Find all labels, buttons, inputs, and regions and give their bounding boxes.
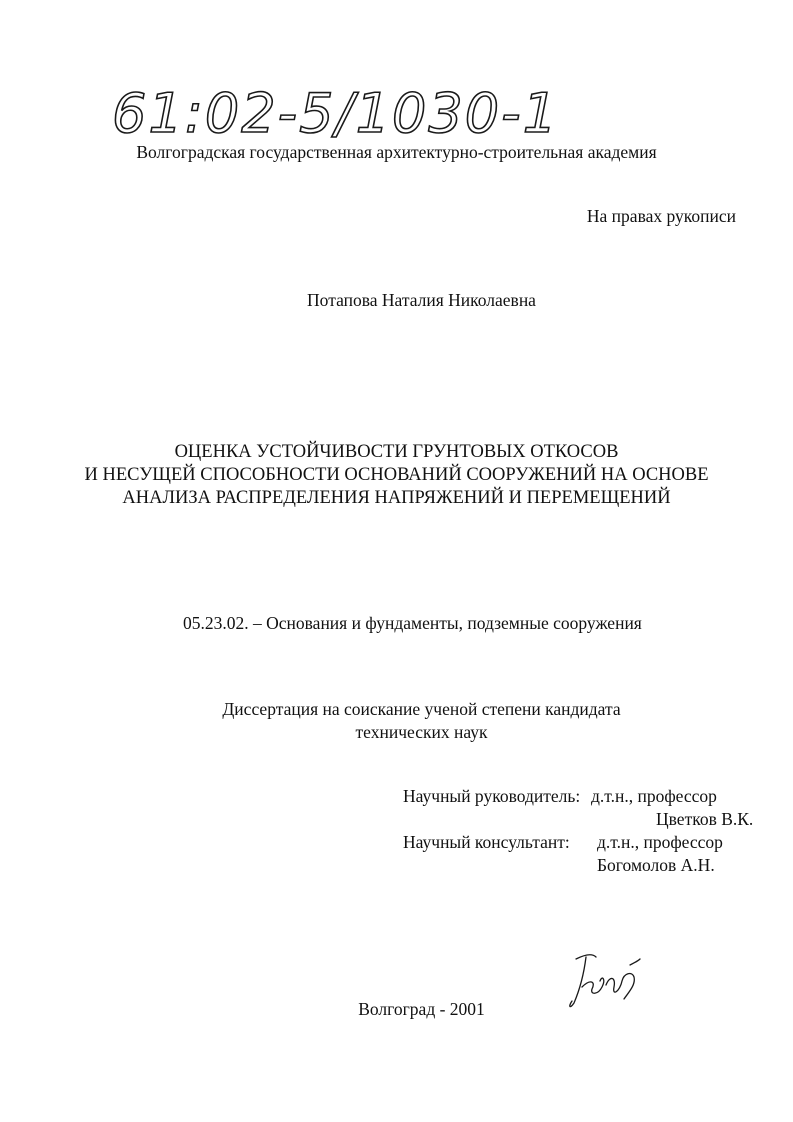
consultant-name-row xyxy=(403,854,753,877)
title-line-3: АНАЛИЗА РАСПРЕДЕЛЕНИЯ НАПРЯЖЕНИЙ И ПЕРЕМЕЩЕНИЙ xyxy=(122,488,671,508)
title-line-2: И НЕСУЩЕЙ СПОСОБНОСТИ ОСНОВАНИЙ СООРУЖЕНИЙ НА ОСНОВЕ xyxy=(84,465,709,485)
author-name: Потапова Наталия Николаевна xyxy=(307,290,536,310)
supervisor-row xyxy=(403,785,753,808)
handwritten-archive-code xyxy=(112,72,559,150)
manuscript-rights-note: На правах рукописи xyxy=(586,206,736,226)
advisors-block xyxy=(403,785,753,877)
thesis-line-1: Диссертация на соискание ученой степени кандидата xyxy=(222,699,621,719)
consultant-row xyxy=(403,831,753,854)
supervisor-name: Цветков В.К. xyxy=(656,809,754,829)
handwritten-archive-code-drawing xyxy=(112,72,559,150)
dissertation-title xyxy=(0,441,793,510)
supervisor-degree: д.т.н., профессор xyxy=(591,786,717,806)
city-and-year: Волгоград - 2001 xyxy=(358,999,485,1019)
handwritten-archive-code-text: 61:02-5/1030-1 xyxy=(112,82,559,145)
supervisor-name-row xyxy=(403,808,753,831)
thesis-line-2: технических наук xyxy=(355,722,488,742)
title-line-1: ОЦЕНКА УСТОЙЧИВОСТИ ГРУНТОВЫХ ОТКОСОВ xyxy=(174,442,619,462)
specialty-code: 05.23.02. – Основания и фундаменты, подземные сооружения xyxy=(183,613,642,633)
consultant-label: Научный консультант: xyxy=(403,832,570,852)
institution-name: Волгоградская государственная архитектурно-строительная академия xyxy=(136,142,657,162)
consultant-degree: д.т.н., профессор xyxy=(597,832,723,852)
supervisor-label: Научный руководитель: xyxy=(403,786,581,806)
consultant-name: Богомолов А.Н. xyxy=(597,855,715,875)
thesis-statement xyxy=(0,698,793,744)
